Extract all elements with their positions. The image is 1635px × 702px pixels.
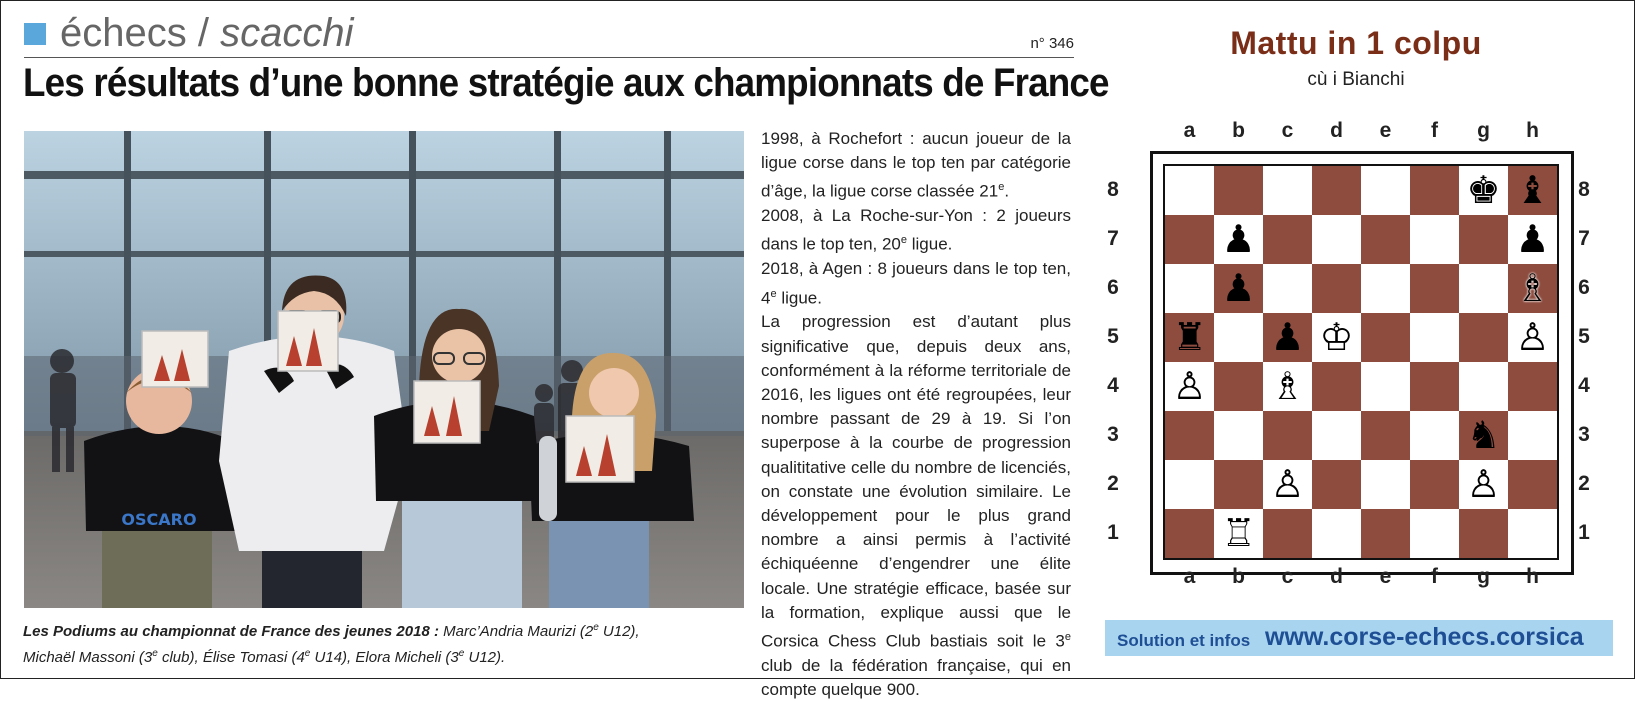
- black-king-icon: ♚: [1466, 168, 1501, 212]
- square-d4: [1312, 362, 1361, 411]
- file-label: f: [1431, 119, 1438, 142]
- square-f1: [1410, 509, 1459, 558]
- solution-link[interactable]: www.corse-echecs.corsica: [1265, 623, 1584, 651]
- white-pawn-icon: ♙: [1270, 462, 1305, 506]
- white-pawn-icon: ♙: [1515, 315, 1550, 359]
- white-rook-icon: ♖: [1221, 511, 1256, 555]
- square-f3: [1410, 411, 1459, 460]
- square-b3: [1214, 411, 1263, 460]
- square-b5: [1214, 313, 1263, 362]
- square-d3: [1312, 411, 1361, 460]
- square-d7: [1312, 215, 1361, 264]
- square-c8: [1263, 166, 1312, 215]
- article-headline: Les résultats d’une bonne stratégie aux championnats de France: [23, 61, 1109, 105]
- square-a7: [1165, 215, 1214, 264]
- rubric-title: échecs / scacchi: [60, 11, 354, 55]
- issue-number: n° 346: [1030, 35, 1074, 52]
- jersey-text: OSCARO: [121, 510, 197, 529]
- white-bishop-icon: ♗: [1515, 266, 1550, 310]
- photo-caption: Les Podiums au championnat de France des jeunes 2018 : Marc’Andria Maurizi (2e U12), Michaël Massoni (3e club), Élise Tomasi (4e U14), Elora Micheli (3e U12).: [23, 622, 640, 666]
- black-pawn-icon: ♟: [1221, 266, 1256, 310]
- rank-label: 5: [1578, 324, 1590, 348]
- file-label: a: [1183, 119, 1196, 142]
- caption-name-4: Elora Micheli (3e U12).: [355, 648, 506, 666]
- file-label: h: [1526, 119, 1539, 142]
- square-e5: [1361, 313, 1410, 362]
- rubric-square-icon: [24, 23, 46, 45]
- caption-name-1: Marc’Andria Maurizi (2e U12),: [443, 622, 640, 640]
- rank-label: 1: [1578, 520, 1590, 544]
- square-h1: [1508, 509, 1557, 558]
- square-a2: [1165, 460, 1214, 509]
- square-e3: [1361, 411, 1410, 460]
- black-bishop-icon: ♝: [1515, 168, 1550, 212]
- chessboard: [1163, 164, 1559, 560]
- file-label: g: [1477, 119, 1490, 142]
- square-d2: [1312, 460, 1361, 509]
- file-label: d: [1330, 119, 1343, 142]
- rank-label: 3: [1107, 422, 1119, 446]
- article-paragraph: 1998, à Rochefort : aucun joueur de la ligue corse dans le top ten par catégorie d’âge, la ligue corse classée 21e.: [761, 129, 1071, 202]
- article-paragraph: 2018, à Agen : 8 joueurs dans le top ten, 4e ligue.: [761, 259, 1071, 308]
- rank-label: 1: [1107, 520, 1119, 544]
- square-f5: [1410, 313, 1459, 362]
- black-pawn-icon: ♟: [1515, 217, 1550, 261]
- square-f4: [1410, 362, 1459, 411]
- square-h3: [1508, 411, 1557, 460]
- square-c3: [1263, 411, 1312, 460]
- rank-label: 4: [1107, 373, 1119, 397]
- square-a3: [1165, 411, 1214, 460]
- square-h2: [1508, 460, 1557, 509]
- square-c7: [1263, 215, 1312, 264]
- square-e8: [1361, 166, 1410, 215]
- file-label: f: [1431, 565, 1438, 588]
- puzzle-title: Mattu in 1 colpu: [1230, 25, 1482, 61]
- file-label: c: [1281, 565, 1294, 588]
- article-paragraph: La progression est d’autant plus significative que, depuis deux ans, conformément à la réforme territoriale de 2016, les ligues ont été regroupées, leur nombre passant de 29 à 19. Si l’on superpose à la courbe de progression qualititative celle du nombre de licenciés, on constate une évolution similaire. Le développement pour le plus grand nombre a ainsi permis à l’activité échiquéenne d’engendrer une élite locale. Une stratégie efficace, basée sur la formation, explique aussi que le Corsica Chess Club bastiais soit le 3e club de la fédération française, qui en compte quelque 900.: [761, 312, 1071, 700]
- caption-name-3: Élise Tomasi (4e U14),: [202, 648, 352, 666]
- black-knight-icon: ♞: [1466, 413, 1501, 457]
- solution-footer: [1105, 620, 1613, 656]
- square-f8: [1410, 166, 1459, 215]
- rank-label: 5: [1107, 324, 1119, 348]
- square-d1: [1312, 509, 1361, 558]
- file-label: g: [1477, 565, 1490, 588]
- rank-label: 7: [1107, 226, 1119, 250]
- black-pawn-icon: ♟: [1221, 217, 1256, 261]
- square-e7: [1361, 215, 1410, 264]
- square-f2: [1410, 460, 1459, 509]
- square-e2: [1361, 460, 1410, 509]
- article-body: [761, 127, 1071, 702]
- square-g5: [1459, 313, 1508, 362]
- section-rubric: [24, 9, 1074, 58]
- square-g1: [1459, 509, 1508, 558]
- white-pawn-icon: ♙: [1466, 462, 1501, 506]
- square-g6: [1459, 264, 1508, 313]
- rank-label: 7: [1578, 226, 1590, 250]
- square-e1: [1361, 509, 1410, 558]
- square-c1: [1263, 509, 1312, 558]
- white-pawn-icon: ♙: [1172, 364, 1207, 408]
- square-f6: [1410, 264, 1459, 313]
- file-label: e: [1379, 119, 1392, 142]
- square-b8: [1214, 166, 1263, 215]
- black-pawn-icon: ♟: [1270, 315, 1305, 359]
- puzzle-side-to-move: cù i Bianchi: [1307, 69, 1405, 90]
- square-e4: [1361, 362, 1410, 411]
- square-h4: [1508, 362, 1557, 411]
- file-label: b: [1232, 565, 1245, 588]
- file-label: c: [1281, 119, 1294, 142]
- rank-label: 2: [1107, 471, 1119, 495]
- square-f7: [1410, 215, 1459, 264]
- square-g7: [1459, 215, 1508, 264]
- black-rook-icon: ♜: [1172, 315, 1207, 359]
- square-d8: [1312, 166, 1361, 215]
- article-paragraph: 2008, à La Roche-sur-Yon : 2 joueurs dans le top ten, 20e ligue.: [761, 206, 1071, 255]
- rank-label: 8: [1578, 177, 1590, 201]
- file-label: e: [1379, 565, 1392, 588]
- square-e6: [1361, 264, 1410, 313]
- white-king-icon: ♔: [1319, 315, 1354, 359]
- file-label: a: [1183, 565, 1196, 588]
- square-d6: [1312, 264, 1361, 313]
- square-a1: [1165, 509, 1214, 558]
- solution-label: Solution et infos: [1117, 631, 1251, 650]
- rank-label: 6: [1578, 275, 1590, 299]
- rank-label: 8: [1107, 177, 1119, 201]
- caption-name-2: Michaël Massoni (3e club),: [23, 648, 199, 666]
- square-a6: [1165, 264, 1214, 313]
- square-g4: [1459, 362, 1508, 411]
- square-b2: [1214, 460, 1263, 509]
- rank-label: 4: [1578, 373, 1590, 397]
- rank-label: 2: [1578, 471, 1590, 495]
- podium-photo: [24, 131, 744, 608]
- square-c6: [1263, 264, 1312, 313]
- square-b4: [1214, 362, 1263, 411]
- rank-label: 6: [1107, 275, 1119, 299]
- rank-label: 3: [1578, 422, 1590, 446]
- file-label: d: [1330, 565, 1343, 588]
- photo-illustration: [24, 131, 744, 608]
- file-label: b: [1232, 119, 1245, 142]
- square-a8: [1165, 166, 1214, 215]
- file-label: h: [1526, 565, 1539, 588]
- white-bishop-icon: ♗: [1270, 364, 1305, 408]
